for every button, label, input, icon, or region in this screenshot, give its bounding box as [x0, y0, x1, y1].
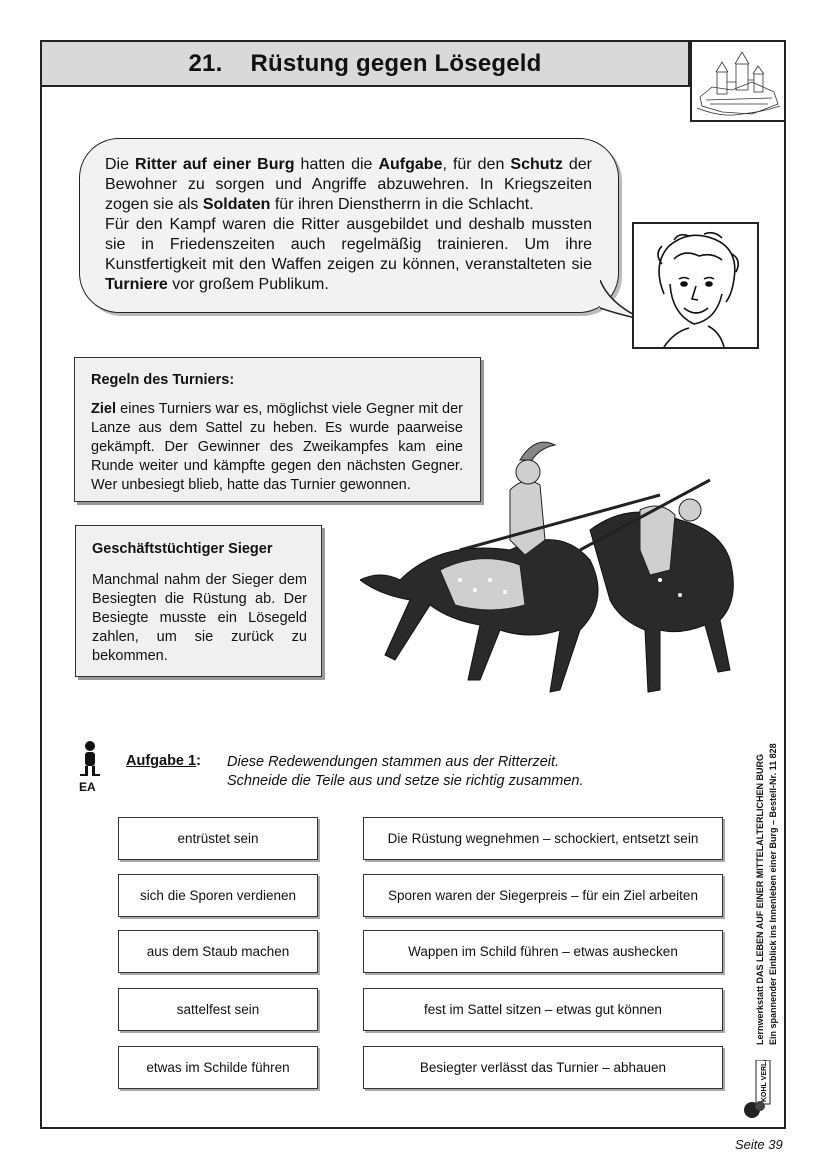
emphasis-text: Soldaten — [202, 196, 271, 213]
publisher-logo — [742, 1060, 778, 1120]
cut-card-right[interactable]: Sporen waren der Siegerpreis – für ein Ziel arbeiten — [363, 874, 723, 917]
chapter-number: 21. — [188, 49, 223, 77]
cut-card-right[interactable]: fest im Sattel sitzen – etwas gut können — [363, 988, 723, 1031]
intro-paragraph-2 — [105, 215, 592, 295]
emphasis-text: Aufgabe — [378, 156, 443, 173]
intro-paragraph-1 — [105, 155, 592, 215]
cut-card-right[interactable]: Besiegter verlässt das Turnier – abhauen — [363, 1046, 723, 1089]
rules-body: eines Turniers war es, möglichst viele Gegner mit der Lanze aus dem Sattel zu heben. Es wurde paarweise gekämpft. Der Gewinner des Zweikampfes kam eine Runde weiter und kämpfte gegen den nächsten Gegner. Wer unbesiegt blieb, hatte das Turnier gewonnen. — [91, 401, 463, 493]
emphasis-text: Turniere — [105, 276, 168, 293]
cut-card-left[interactable]: aus dem Staub machen — [118, 930, 318, 973]
body-text: der Bewohner zu sorgen und Angriffe abzuwehren. In Kriegszeiten zogen sie als — [105, 156, 593, 213]
rules-title: Regeln des Turniers: — [91, 372, 235, 388]
cut-card-left[interactable]: sattelfest sein — [118, 988, 318, 1031]
winner-text: Manchmal nahm der Sieger dem Besiegten die Rüstung ab. Der Besiegte musste ein Lösegeld zahlen, um sie zurück zu bekommen. — [92, 572, 307, 664]
narrator-portrait — [632, 222, 759, 349]
cut-card-left[interactable]: etwas im Schilde führen — [118, 1046, 318, 1089]
castle-illustration — [690, 40, 786, 122]
task-instructions — [227, 753, 584, 791]
task-label: Aufgabe 1: — [126, 753, 201, 769]
page-number: Seite 39 — [735, 1137, 783, 1152]
page-title — [188, 50, 541, 78]
ea-badge: EA — [79, 780, 96, 794]
body-text: Für den Kampf waren die Ritter ausgebildet und deshalb mussten sie in Friedenszeiten auch regelmäßig trainieren. Um ihre Kunstfertigkeit mit den Waffen zeigen zu können, veranstalteten sie — [105, 216, 592, 273]
sidebar-line-2: Ein spannender Einblick ins Innenleben einer Burg – Bestell-Nr. 11 828 — [768, 743, 778, 1045]
cut-card-left[interactable]: entrüstet sein — [118, 817, 318, 860]
publisher-logo-text: KOHL VERLAG — [761, 1060, 768, 1102]
body-text: vor großem Publikum. — [167, 276, 329, 293]
body-text: für ihren Dienstherrn in die Schlacht. — [270, 196, 534, 213]
task-line-2: Schneide die Teile aus und setze sie richtig zusammen. — [227, 773, 584, 789]
person-icon — [78, 740, 102, 780]
cut-card-right[interactable]: Die Rüstung wegnehmen – schockiert, entsetzt sein — [363, 817, 723, 860]
emphasis-text: Ritter auf einer Burg — [135, 156, 295, 173]
task-line-1: Diese Redewendungen stammen aus der Ritterzeit. — [227, 754, 560, 770]
body-text: hatten die — [294, 156, 379, 173]
cut-card-right[interactable]: Wappen im Schild führen – etwas aushecken — [363, 930, 723, 973]
body-text: , für den — [442, 156, 511, 173]
winner-title: Geschäftstüchtiger Sieger — [92, 541, 273, 557]
publisher-sidebar — [748, 695, 798, 1045]
emphasis-text: Schutz — [510, 156, 563, 173]
winner-box — [75, 525, 322, 677]
rules-lead: Ziel — [91, 401, 116, 417]
sidebar-line-1: Lernwerkstatt DAS LEBEN AUF EINER MITTELALTERLICHEN BURG — [755, 753, 765, 1045]
cut-card-left[interactable]: sich die Sporen verdienen — [118, 874, 318, 917]
title-bar — [40, 40, 690, 87]
body-text: Die — [105, 156, 136, 173]
jousting-knights-illustration — [360, 430, 750, 720]
intro-text — [105, 155, 592, 295]
chapter-title: Rüstung gegen Lösegeld — [250, 49, 542, 77]
